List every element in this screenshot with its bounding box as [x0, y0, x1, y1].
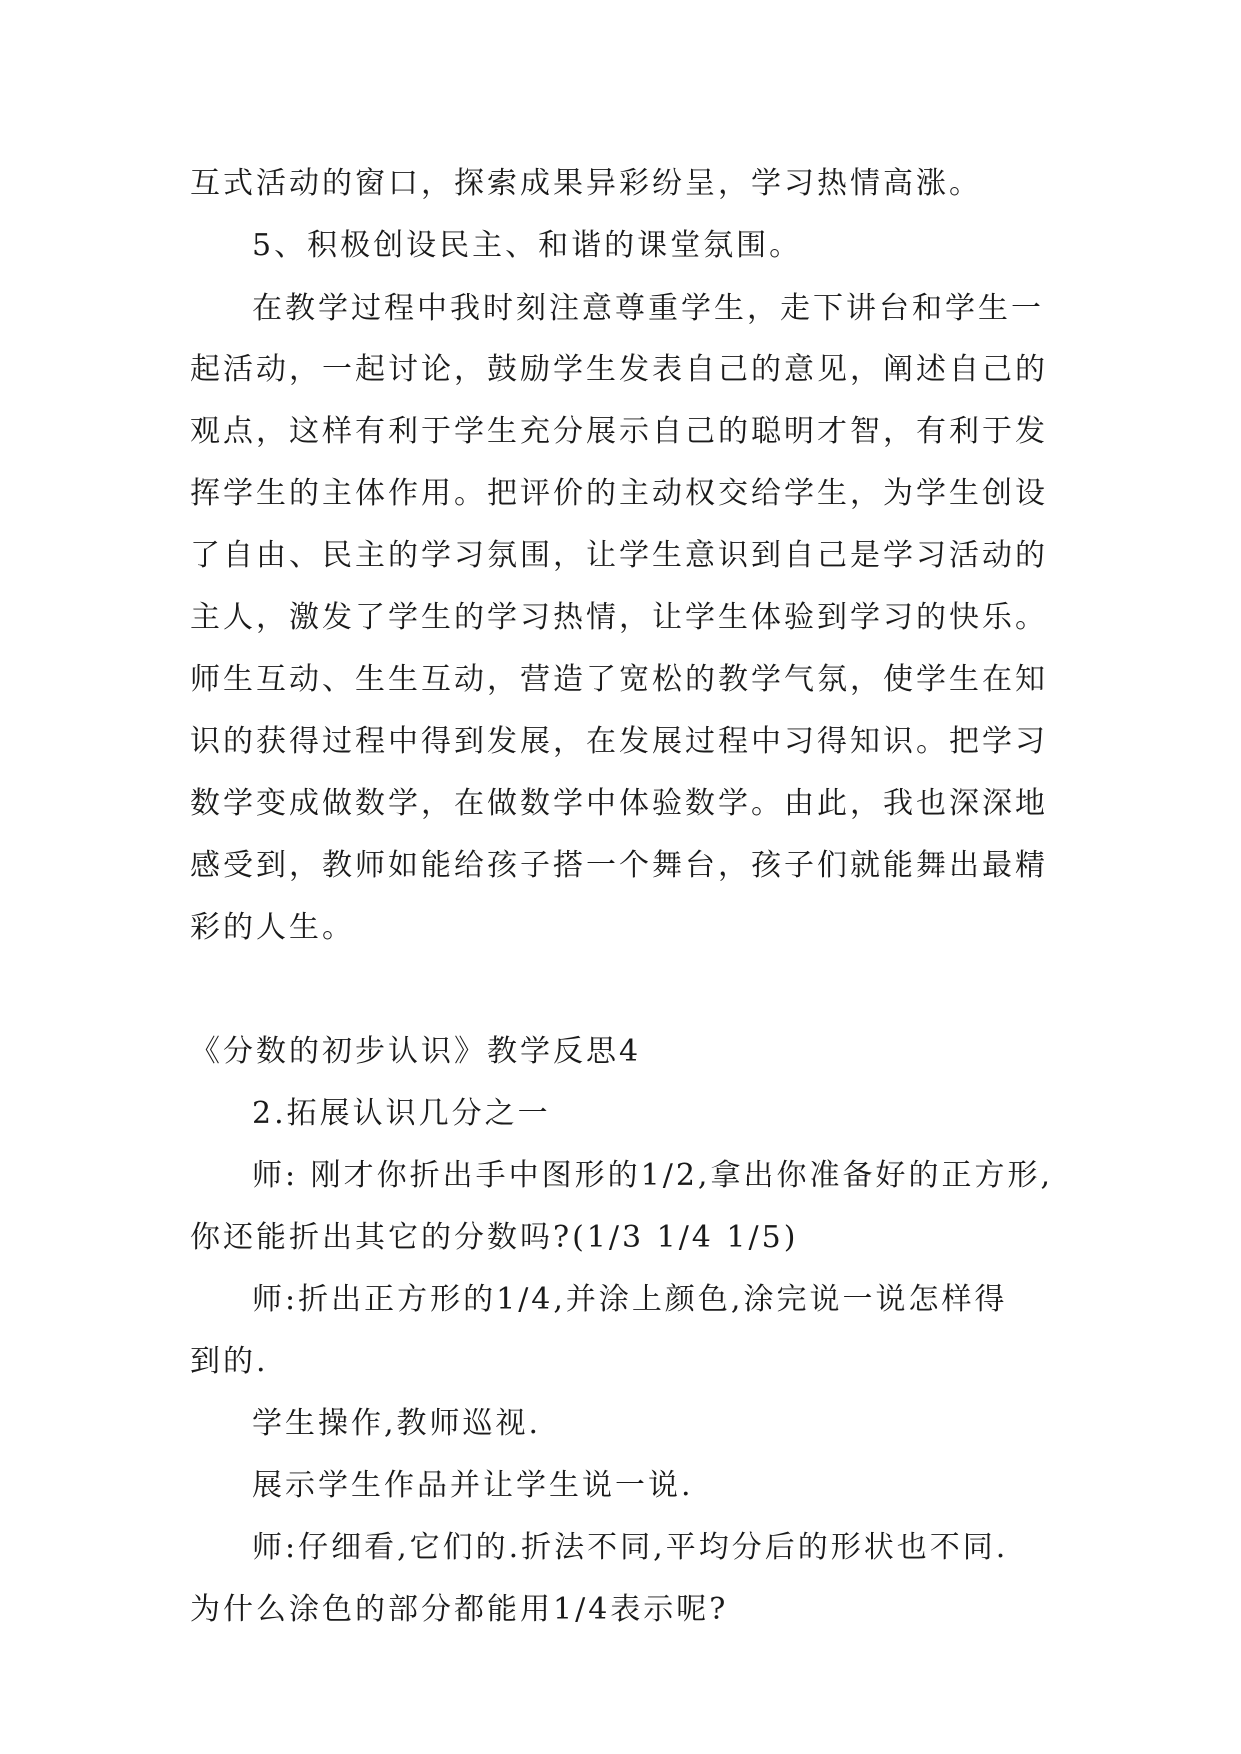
paragraph-line: 数学变成做数学，在做数学中体验数学。由此，我也深深地 — [190, 786, 1048, 821]
paragraph-line: 感受到，教师如能给孩子搭一个舞台，孩子们就能舞出最精 — [190, 848, 1048, 883]
numbered-point: 2.拓展认识几分之一 — [252, 1096, 551, 1131]
numbered-point: 5、积极创设民主、和谐的课堂氛围。 — [252, 228, 803, 263]
paragraph-line: 学生操作,教师巡视. — [252, 1406, 542, 1441]
paragraph-line: 在教学过程中我时刻注意尊重学生，走下讲台和学生一 — [252, 291, 1044, 326]
paragraph-line: 展示学生作品并让学生说一说. — [252, 1468, 694, 1503]
paragraph-line: 彩的人生。 — [190, 910, 355, 945]
paragraph-line: 师:折出正方形的1/4,并涂上颜色,涂完说一说怎样得 — [252, 1282, 1008, 1317]
paragraph-line: 师:仔细看,它们的.折法不同,平均分后的形状也不同. — [252, 1530, 1009, 1565]
paragraph-line: 到的. — [190, 1344, 269, 1379]
paragraph-line: 你还能折出其它的分数吗?(1/3 1/4 1/5) — [190, 1220, 799, 1255]
paragraph-line: 观点，这样有利于学生充分展示自己的聪明才智，有利于发 — [190, 414, 1048, 449]
paragraph-line: 起活动，一起讨论，鼓励学生发表自己的意见，阐述自己的 — [190, 352, 1048, 387]
paragraph-line: 挥学生的主体作用。把评价的主动权交给学生，为学生创设 — [190, 476, 1048, 511]
paragraph-line: 主人，激发了学生的学习热情，让学生体验到学习的快乐。 — [190, 600, 1048, 635]
paragraph-line: 互式活动的窗口，探索成果异彩纷呈，学习热情高涨。 — [190, 166, 982, 201]
paragraph-line: 师生互动、生生互动，营造了宽松的教学气氛，使学生在知 — [190, 662, 1048, 697]
paragraph-line: 了自由、民主的学习氛围，让学生意识到自己是学习活动的 — [190, 538, 1048, 573]
paragraph-line: 为什么涂色的部分都能用1/4表示呢? — [190, 1592, 729, 1627]
paragraph-line: 师: 刚才你折出手中图形的1/2,拿出你准备好的正方形, — [252, 1158, 1053, 1193]
paragraph-line: 识的获得过程中得到发展，在发展过程中习得知识。把学习 — [190, 724, 1048, 759]
section-heading: 《分数的初步认识》教学反思4 — [190, 1034, 642, 1069]
